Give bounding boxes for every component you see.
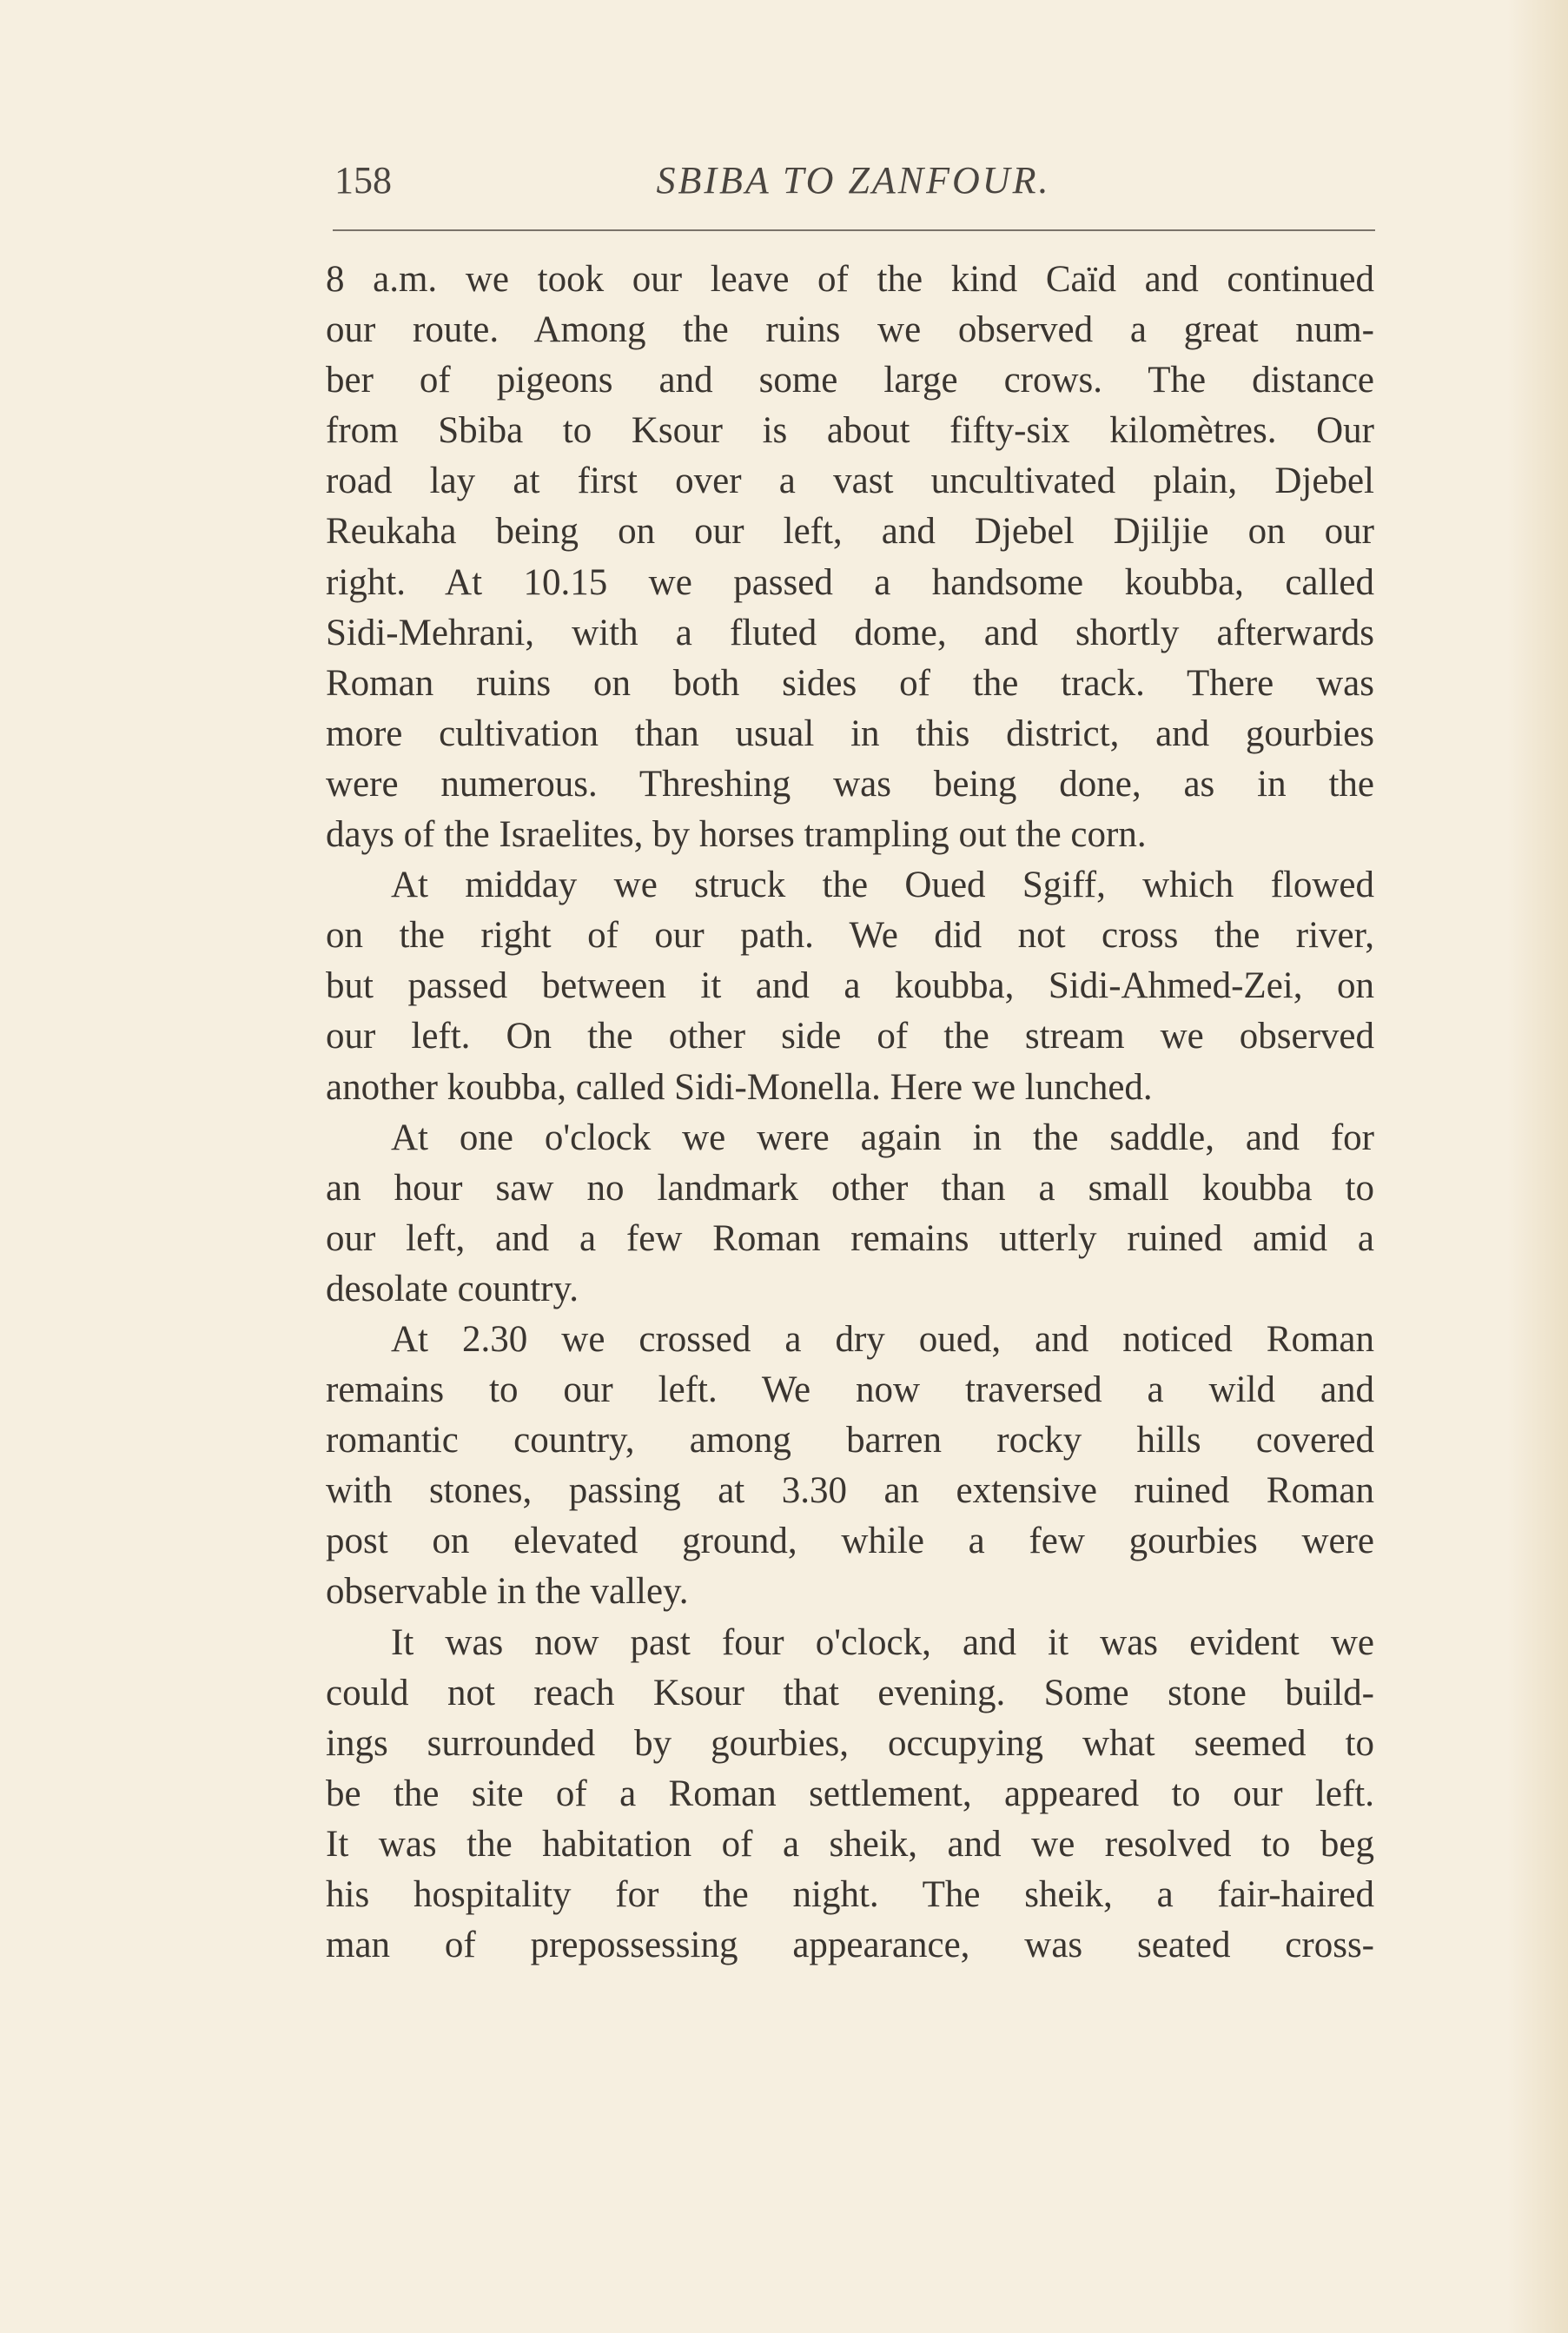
- text-line: were numerous. Threshing was being done, as in the: [326, 763, 1374, 805]
- text-line: our left. On the other side of the stream we observed: [326, 1016, 1374, 1057]
- text-line: another koubba, called Sidi-Monella. Here we lunched.: [326, 1066, 1153, 1108]
- text-line: our route. Among the ruins we observed a great num-: [326, 309, 1374, 351]
- text-line: desolate country.: [326, 1268, 579, 1309]
- text-line: could not reach Ksour that evening. Some stone build-: [326, 1672, 1374, 1713]
- text-line: with stones, passing at 3.30 an extensive ruined Roman: [326, 1470, 1374, 1512]
- body-text: [326, 255, 1374, 1971]
- text-line: ber of pigeons and some large crows. The distance: [326, 360, 1374, 401]
- text-line: man of prepossessing appearance, was seated cross-: [326, 1925, 1374, 1966]
- text-line: At midday we struck the Oued Sgiff, which flowed: [391, 865, 1374, 906]
- text-line: At one o'clock we were again in the saddle, and for: [391, 1117, 1374, 1158]
- text-line: ings surrounded by gourbies, occupying what seemed to: [326, 1722, 1374, 1764]
- page-header: [326, 155, 1381, 207]
- text-line: Roman ruins on both sides of the track. There was: [326, 662, 1374, 704]
- page-edge-shadow: [1507, 0, 1568, 2333]
- text-line: days of the Israelites, by horses trampling out the corn.: [326, 814, 1147, 856]
- text-line: At 2.30 we crossed a dry oued, and noticed Roman: [391, 1318, 1374, 1360]
- text-line: 8 a.m. we took our leave of the kind Caïd and continued: [326, 259, 1374, 300]
- text-line: road lay at first over a vast uncultivated plain, Djebel: [326, 461, 1374, 502]
- running-title: SBIBA TO ZANFOUR.: [656, 159, 1051, 202]
- text-line: our left, and a few Roman remains utterly ruined amid a: [326, 1217, 1374, 1259]
- text-line: It was the habitation of a sheik, and we resolved to beg: [326, 1823, 1374, 1865]
- text-line: more cultivation than usual in this district, and gourbies: [326, 712, 1374, 754]
- text-line: Reukaha being on our left, and Djebel Djiljie on our: [326, 511, 1374, 553]
- text-line: be the site of a Roman settlement, appeared to our left.: [326, 1773, 1374, 1814]
- text-line: on the right of our path. We did not cross the river,: [326, 915, 1374, 957]
- text-line: post on elevated ground, while a few gourbies were: [326, 1521, 1374, 1562]
- text-line: right. At 10.15 we passed a handsome koubba, called: [326, 561, 1374, 603]
- page-number: 158: [334, 159, 392, 202]
- text-line: an hour saw no landmark other than a small koubba to: [326, 1167, 1374, 1209]
- text-line: remains to our left. We now traversed a wild and: [326, 1369, 1374, 1411]
- text-line: It was now past four o'clock, and it was evident we: [391, 1621, 1374, 1663]
- text-line: his hospitality for the night. The sheik, a fair-haired: [326, 1874, 1374, 1915]
- text-line: Sidi-Mehrani, with a fluted dome, and shortly afterwards: [326, 612, 1374, 653]
- text-line: romantic country, among barren rocky hills covered: [326, 1420, 1374, 1461]
- header-rule: [333, 229, 1375, 231]
- text-line: from Sbiba to Ksour is about fifty-six kilomètres. Our: [326, 410, 1374, 452]
- text-line: observable in the valley.: [326, 1571, 689, 1613]
- text-line: but passed between it and a koubba, Sidi-Ahmed-Zei, on: [326, 965, 1374, 1007]
